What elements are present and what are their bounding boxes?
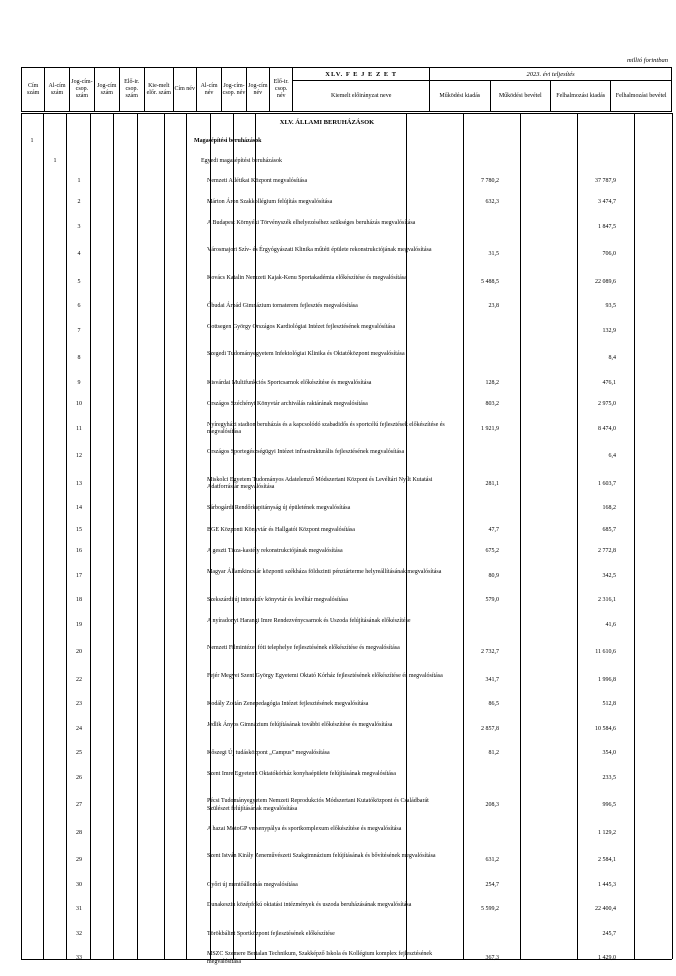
row-felhalmozasi-kiadas: 245,7: [602, 930, 616, 937]
row-mukodesi-kiadas: 80,9: [488, 572, 499, 579]
row-felhalmozasi-kiadas: 512,8: [602, 701, 616, 708]
row-number: 28: [76, 829, 82, 836]
row-felhalmozasi-kiadas: 93,5: [605, 303, 616, 310]
row-felhalmozasi-kiadas: 3 474,7: [598, 199, 616, 206]
row-mukodesi-kiadas: 341,7: [485, 676, 499, 683]
row-felhalmozasi-kiadas: 706,0: [602, 251, 616, 258]
row-felhalmozasi-kiadas: 10 584,6: [595, 725, 616, 732]
header-kiemelt-nev: Kiemelt előirányzat neve: [293, 81, 430, 112]
row-felhalmozasi-kiadas: 22 400,4: [595, 906, 616, 913]
row-number: 14: [76, 505, 82, 512]
row-mukodesi-kiadas: 281,1: [485, 480, 499, 487]
row-number: 29: [76, 857, 82, 864]
header-cim-szam: Cím szám: [22, 68, 45, 112]
row-felhalmozasi-kiadas: 168,2: [602, 505, 616, 512]
row-felhalmozasi-kiadas: 1 847,5: [598, 223, 616, 230]
row-name: Szent István Király Zeneművészeti Szakgimnázium felújításának és bővítésének megvalósítása: [207, 853, 436, 860]
row-mukodesi-kiadas: 47,7: [488, 526, 499, 533]
row-number: 11: [76, 425, 82, 432]
row-felhalmozasi-kiadas: 1 429,0: [598, 955, 616, 962]
header-felhalmozasi-kiadas: Felhalmozási kiadás: [550, 81, 610, 112]
row-mukodesi-kiadas: 579,0: [485, 597, 499, 604]
header-jogcimcsop-nev: Jog-cím-csop. név: [222, 68, 246, 112]
row-number: 13: [76, 480, 82, 487]
row-felhalmozasi-kiadas: 132,9: [602, 327, 616, 334]
header-eloir-csop-nev: Elő-ir. csop. név: [270, 68, 293, 112]
row-felhalmozasi-kiadas: 11 610,6: [595, 649, 616, 656]
row-name: Törökbálint Sportközpont fejlesztésének előkészítése: [207, 930, 335, 937]
row-mukodesi-kiadas: 254,7: [485, 881, 499, 888]
row-number: 4: [77, 251, 81, 258]
row-number: 7: [77, 327, 81, 334]
row-number: 27: [76, 802, 82, 809]
row-number: 24: [76, 725, 82, 732]
row-name: A geszti Tisza-kastély rekonstrukciójának megvalósítása: [207, 548, 343, 555]
row-name: Kodály Zoltán Zenepedagógia Intézet fejlesztésének megvalósítása: [207, 701, 369, 708]
row-felhalmozasi-kiadas: 1 129,2: [598, 829, 616, 836]
row-mukodesi-kiadas: 5 488,5: [481, 278, 499, 285]
row-mukodesi-kiadas: 31,5: [488, 251, 499, 258]
row-number: 23: [76, 701, 82, 708]
row-name: Nemzeti Filmintézet fóti telephelye fejlesztésének előkészítése és megvalósítása: [207, 645, 400, 652]
row-name: Kovács Katalin Nemzeti Kajak-Kenu Sportakadémia előkészítése és megvalósítása: [207, 274, 407, 281]
unit-label: millió forintban: [627, 57, 668, 64]
table-body: [21, 113, 672, 965]
row-name: Kisvárdai Multifunkciós Sportcsarnok előkészítése és megvalósítása: [207, 379, 372, 386]
row-number: 2: [77, 199, 81, 206]
row-name: Óbudai Árpád Gimnázium tornaterem fejlesztés megvalósítása: [207, 303, 358, 310]
row-mukodesi-kiadas: 2 857,8: [481, 725, 499, 732]
row-number: 9: [77, 379, 81, 386]
table-header: [21, 67, 672, 112]
chapter-title: XLV. F E J E Z E T: [293, 68, 430, 81]
row-mukodesi-kiadas: 128,2: [485, 379, 499, 386]
alcim-number: 1: [53, 158, 57, 164]
row-mukodesi-kiadas: 5 599,2: [481, 906, 499, 913]
row-mukodesi-kiadas: 208,3: [485, 802, 499, 809]
row-name: Jedlik Ányos Gimnázium felújításának további előkészítése és megvalósítása: [207, 721, 393, 728]
row-felhalmozasi-kiadas: 2 772,8: [598, 548, 616, 555]
row-name: A hazai MotoGP versenypálya és sportkomplexum előkészítése és megvalósítása: [207, 825, 402, 832]
header-alcim-nev: Al-cím név: [196, 68, 221, 112]
row-name: Városmajori Szív- és Érgyógyászati Klinika műtéti épülete rekonstrukciójának megvalósítása: [207, 247, 432, 254]
row-felhalmozasi-kiadas: 8,4: [608, 355, 616, 362]
row-felhalmozasi-kiadas: 354,0: [602, 750, 616, 757]
row-felhalmozasi-kiadas: 6,4: [608, 453, 616, 460]
row-name: Kőszegi Új tudásközpont „Campus” megvalósítása: [207, 750, 330, 757]
section-title: XLV. ÁLLAMI BERUHÁZÁSOK: [279, 119, 375, 126]
row-number: 5: [77, 278, 81, 285]
row-mukodesi-kiadas: 23,8: [488, 303, 499, 310]
row-felhalmozasi-kiadas: 22 089,6: [595, 278, 616, 285]
row-felhalmozasi-kiadas: 1 445,3: [598, 881, 616, 888]
row-name: Fejér Megyei Szent György Egyetemi Oktató Kórház fejlesztésének előkészítése és megvalósítása: [207, 672, 443, 679]
header-cim-nev: Cím név: [173, 68, 196, 112]
row-mukodesi-kiadas: 1 921,9: [481, 425, 499, 432]
row-name: Szegedi Tudományegyetem Infektológiai Klinika és Oktatóközpont megvalósítása: [207, 351, 405, 358]
row-felhalmozasi-kiadas: 996,5: [602, 802, 616, 809]
row-number: 18: [76, 597, 82, 604]
row-number: 25: [76, 750, 82, 757]
row-number: 32: [76, 930, 82, 937]
row-name: Szent Imre Egyetemi Oktatókórház konyhaépülete felújításának megvalósítása: [207, 770, 396, 777]
row-mukodesi-kiadas: 2 732,7: [481, 649, 499, 656]
row-felhalmozasi-kiadas: 342,5: [602, 572, 616, 579]
row-number: 31: [76, 906, 82, 913]
row-number: 15: [76, 526, 82, 533]
row-number: 3: [77, 223, 81, 230]
row-felhalmozasi-kiadas: 1 603,7: [598, 480, 616, 487]
row-mukodesi-kiadas: 81,2: [488, 750, 499, 757]
row-mukodesi-kiadas: 632,3: [485, 199, 499, 206]
row-felhalmozasi-kiadas: 685,7: [602, 526, 616, 533]
row-name: Gottsegen György Országos Kardiológiai Intézet fejlesztésének megvalósítása: [207, 323, 396, 330]
row-felhalmozasi-kiadas: 476,1: [602, 379, 616, 386]
row-name: Nemzeti Atlétikai Központ megvalósítása: [207, 177, 308, 184]
row-mukodesi-kiadas: 367,3: [485, 955, 499, 962]
row-mukodesi-kiadas: 675,2: [485, 548, 499, 555]
row-felhalmozasi-kiadas: 1 996,8: [598, 676, 616, 683]
row-number: 12: [76, 453, 82, 460]
row-name: Dunakeszin középfokú oktatási intézmények és uszoda beruházásának megvalósítása: [207, 902, 412, 909]
row-name: Országos Sportegészségügyi Intézet infrastrukturális fejlesztésének megvalósítása: [207, 449, 405, 456]
header-eloir-csop-szam: Elő-ir. csop. szám: [119, 68, 144, 112]
row-name: MSZC Szemere Bertalan Technikum, Szakképző Iskola és Kollégium komplex fejlesztésének megvalósítása: [207, 951, 433, 965]
row-name: A Budapest Környéki Törvényszék elhelyezéséhez szükséges beruházás megvalósítása: [207, 219, 416, 226]
row-felhalmozasi-kiadas: 41,6: [605, 621, 616, 628]
row-name: Nyíregyházi stadion beruházás és a kapcsolódó szabadidős és sportcélú fejlesztések előkészítése és megvalósítása: [207, 421, 445, 436]
row-number: 20: [76, 649, 82, 656]
row-felhalmozasi-kiadas: 2 584,1: [598, 857, 616, 864]
row-number: 8: [77, 355, 81, 362]
row-name: Országos Széchényi Könyvtár archiválás raktárának megvalósítása: [207, 401, 368, 408]
header-kiemelt-eloir-szam: Kie-melt előr. szám: [144, 68, 173, 112]
header-mukodesi-bevetel: Működési bevétel: [490, 81, 550, 112]
row-number: 33: [76, 955, 82, 962]
row-name: Sárbogárdi Rendőrkapitányság új épületének megvalósítása: [207, 505, 351, 512]
header-mukodesi-kiadas: Működési kiadás: [430, 81, 490, 112]
row-felhalmozasi-kiadas: 8 474,0: [598, 425, 616, 432]
year-label: 2023. évi teljesítés: [430, 68, 672, 81]
alcim-name: Egyedi magasépítési beruházások: [201, 158, 282, 164]
row-number: 17: [76, 572, 82, 579]
row-name: BGE Központi Könyvtár és Hallgatói Központ megvalósítása: [207, 526, 355, 533]
row-felhalmozasi-kiadas: 2 975,0: [598, 401, 616, 408]
header-jogcim-szam: Jog-cím szám: [95, 68, 119, 112]
row-number: 10: [76, 401, 82, 408]
row-name: A nyíradonyi Harangi Imre Rendezvénycsarnok és Uszoda felújításának előkészítése: [207, 617, 411, 624]
row-number: 16: [76, 548, 82, 555]
cim-number: 1: [30, 138, 34, 144]
row-name: Miskolci Egyetem Tudományos Adatelemző Módszertani Központ és Levéltári Nyílt Kutatási Adatforrástár megvalósítása: [207, 476, 433, 491]
row-name: Pécsi Tudományegyetem Nemzeti Reprodukciós Módszertani Kutatóközpont és Családbarát Szülészet felújításának megvalósítása: [207, 798, 429, 812]
row-felhalmozasi-kiadas: 37 787,9: [595, 177, 616, 184]
row-number: 19: [76, 621, 82, 628]
grid-line: [672, 113, 673, 959]
header-alcim-szam: Al-cím szám: [45, 68, 69, 112]
row-felhalmozasi-kiadas: 2 316,1: [598, 597, 616, 604]
header-felhalmozasi-bevetel: Felhalmozási bevétel: [611, 81, 672, 112]
row-mukodesi-kiadas: 631,2: [485, 857, 499, 864]
row-mukodesi-kiadas: 86,5: [488, 701, 499, 708]
cim-name: Magasépítési beruházások: [194, 138, 262, 144]
row-name: Márton Áron Szakkollégium felújítás megvalósítása: [207, 199, 333, 206]
header-jogcim-nev: Jog-cím név: [246, 68, 269, 112]
row-mukodesi-kiadas: 803,2: [485, 401, 499, 408]
row-number: 26: [76, 774, 82, 781]
row-number: 22: [76, 676, 82, 683]
row-number: 30: [76, 881, 82, 888]
row-felhalmozasi-kiadas: 233,5: [602, 774, 616, 781]
row-number: 1: [77, 177, 81, 184]
row-number: 6: [77, 303, 81, 310]
row-mukodesi-kiadas: 7 780,2: [481, 177, 499, 184]
row-name: Magyar Államkincstár központi székháza földszinti pénztárterme helyreállításának megvalósítása: [207, 568, 442, 575]
header-jogcimcsop-szam: Jog-cím-csop. szám: [69, 68, 94, 112]
row-name: Győri új mentőállomás megvalósítása: [207, 881, 298, 888]
row-name: Szekszárdi új interaktív könyvtár és levéltár megvalósítása: [207, 597, 348, 604]
